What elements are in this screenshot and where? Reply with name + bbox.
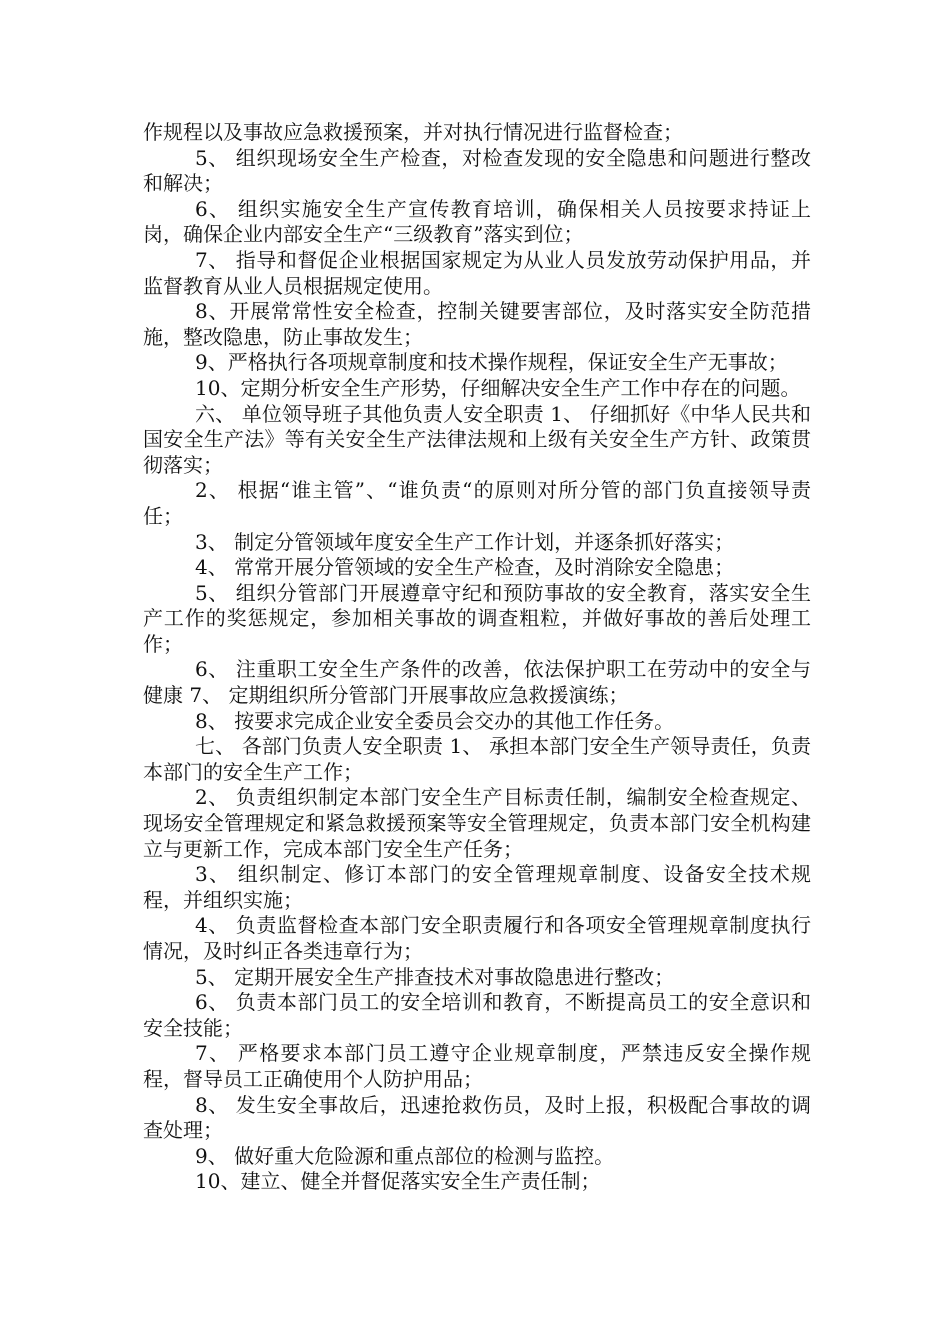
- paragraph: 作规程以及事故应急救援预案，并对执行情况进行监督检查；: [143, 120, 683, 144]
- paragraph: 7、 严格要求本部门员工遵守企业规章制度，严禁违反安全操作规程，督导员工正确使用个人防护用品；: [143, 1041, 811, 1091]
- paragraph: 10、建立、健全并督促落实安全生产责任制；: [195, 1169, 601, 1194]
- paragraph: 6、 注重职工安全生产条件的改善，依法保护职工在劳动中的安全与健康 7、 定期组织所分管部门开展事故应急救援演练；: [143, 657, 811, 708]
- paragraph: 3、 组织制定、修订本部门的安全管理规章制度、设备安全技术规程，并组织实施；: [143, 862, 811, 912]
- paragraph: 9、 做好重大危险源和重点部位的检测与监控。: [195, 1143, 615, 1168]
- paragraph: 7、 指导和督促企业根据国家规定为从业人员发放劳动保护用品，并监督教育从业人员根据规定使用。: [143, 247, 811, 298]
- paragraph: 6、 负责本部门员工的安全培训和教育，不断提高员工的安全意识和安全技能；: [143, 990, 811, 1040]
- paragraph: 3、 制定分管领域年度安全生产工作计划，并逐条抓好落实；: [195, 529, 735, 554]
- paragraph: 8、开展常常性安全检查，控制关键要害部位，及时落实安全防范措施，整改隐患，防止事故发生；: [143, 299, 811, 349]
- paragraph: 8、 发生安全事故后，迅速抢救伤员，及时上报，积极配合事故的调查处理；: [143, 1092, 811, 1143]
- paragraph: 4、 负责监督检查本部门安全职责履行和各项安全管理规章制度执行情况，及时纠正各类违章行为；: [143, 913, 811, 963]
- paragraph: 9、严格执行各项规章制度和技术操作规程，保证安全生产无事故；: [195, 350, 788, 375]
- paragraph: 2、 负责组织制定本部门安全生产目标责任制，编制安全检查规定、现场安全管理规定和紧急救援预案等安全管理规定，负责本部门安全机构建立与更新工作，完成本部门安全生产任务；: [143, 785, 811, 861]
- paragraph: 5、 组织现场安全生产检查，对检查发现的安全隐患和问题进行整改和解决；: [143, 145, 811, 196]
- section-heading-paragraph: 七、 各部门负责人安全职责 1、 承担本部门安全生产领导责任，负责本部门的安全生产工作；: [143, 734, 811, 784]
- paragraph: 5、 定期开展安全生产排查技术对事故隐患进行整改；: [195, 964, 675, 989]
- paragraph: 6、 组织实施安全生产宣传教育培训，确保相关人员按要求持证上岗，确保企业内部安全生产“三级教育”落实到位；: [143, 196, 811, 247]
- paragraph: 2、 根据“谁主管”、“谁负责“的原则对所分管的部门负直接领导责任；: [143, 478, 811, 528]
- paragraph: 8、 按要求完成企业安全委员会交办的其他工作任务。: [195, 708, 675, 733]
- paragraph: 4、 常常开展分管领域的安全生产检查，及时消除安全隐患；: [195, 555, 735, 580]
- section-heading-paragraph: 六、 单位领导班子其他负责人安全职责 1、 仔细抓好《中华人民共和国安全生产法》等有关安全生产法律法规和上级有关安全生产方针、政策贯彻落实；: [143, 401, 811, 477]
- paragraph: 5、 组织分管部门开展遵章守纪和预防事故的安全教育，落实安全生产工作的奖惩规定，参加相关事故的调查粗粒，并做好事故的善后处理工作；: [143, 580, 811, 656]
- document-body: [143, 120, 811, 1195]
- paragraph: 10、定期分析安全生产形势，仔细解决安全生产工作中存在的问题。: [195, 375, 801, 400]
